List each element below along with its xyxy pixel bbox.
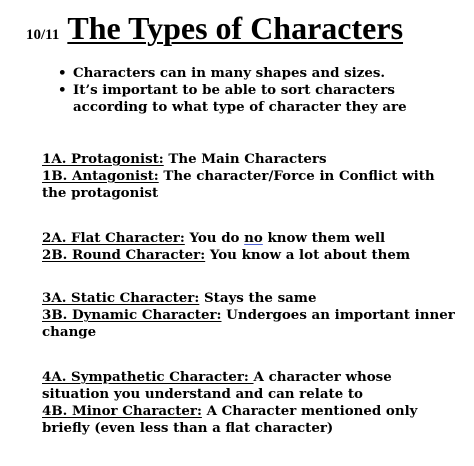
term-minor-character: 4B. Minor Character: [42, 403, 202, 419]
term-antagonist: 1B. Antagonist: [42, 168, 159, 184]
desc-antagonist: The character/Force in Conflict with the protagonist [42, 168, 435, 201]
term-round-character: 2B. Round Character: [42, 247, 206, 263]
definition-1b [42, 168, 462, 202]
desc-sympathetic: A character whose situation you understand and can relate to [42, 369, 392, 402]
intro-bullet-list [58, 65, 458, 116]
bullet-item: • Characters can in many shapes and sizes. [58, 65, 458, 82]
section-static-dynamic [42, 290, 462, 341]
definition-1a [42, 151, 462, 168]
section-flat-round [42, 230, 462, 264]
definition-4b [42, 403, 462, 437]
bullet-item: • It’s important to be able to sort characters according to what type of character they are [58, 82, 458, 116]
definition-2b [42, 247, 462, 264]
term-flat-character: 2A. Flat Character: [42, 230, 185, 246]
page-title: The Types of Characters [67, 10, 404, 46]
page-header [26, 10, 403, 47]
section-sympathetic-minor [42, 369, 462, 437]
definition-2a [42, 230, 462, 247]
section-protagonist-antagonist [42, 151, 462, 202]
term-sympathetic-character: 4A. Sympathetic Character: [42, 369, 254, 385]
date-label: 10/11 [26, 27, 60, 43]
desc-round: You know a lot about them [205, 247, 411, 263]
desc-static: Stays the same [199, 290, 317, 306]
desc-dynamic: Undergoes an important inner change [42, 307, 455, 340]
desc-flat-before: You do [184, 230, 245, 246]
definition-3b [42, 307, 462, 341]
desc-protagonist: The Main Characters [163, 151, 327, 167]
term-static-character: 3A. Static Character: [42, 290, 200, 306]
desc-flat-after: know them well [262, 230, 386, 246]
term-protagonist: 1A. Protagonist: [42, 151, 164, 167]
spellcheck-marked-word: no [244, 230, 263, 246]
definition-4a [42, 369, 462, 403]
definition-3a [42, 290, 462, 307]
term-dynamic-character: 3B. Dynamic Character: [42, 307, 222, 323]
desc-minor: A Character mentioned only briefly (even less than a flat character) [42, 403, 418, 436]
